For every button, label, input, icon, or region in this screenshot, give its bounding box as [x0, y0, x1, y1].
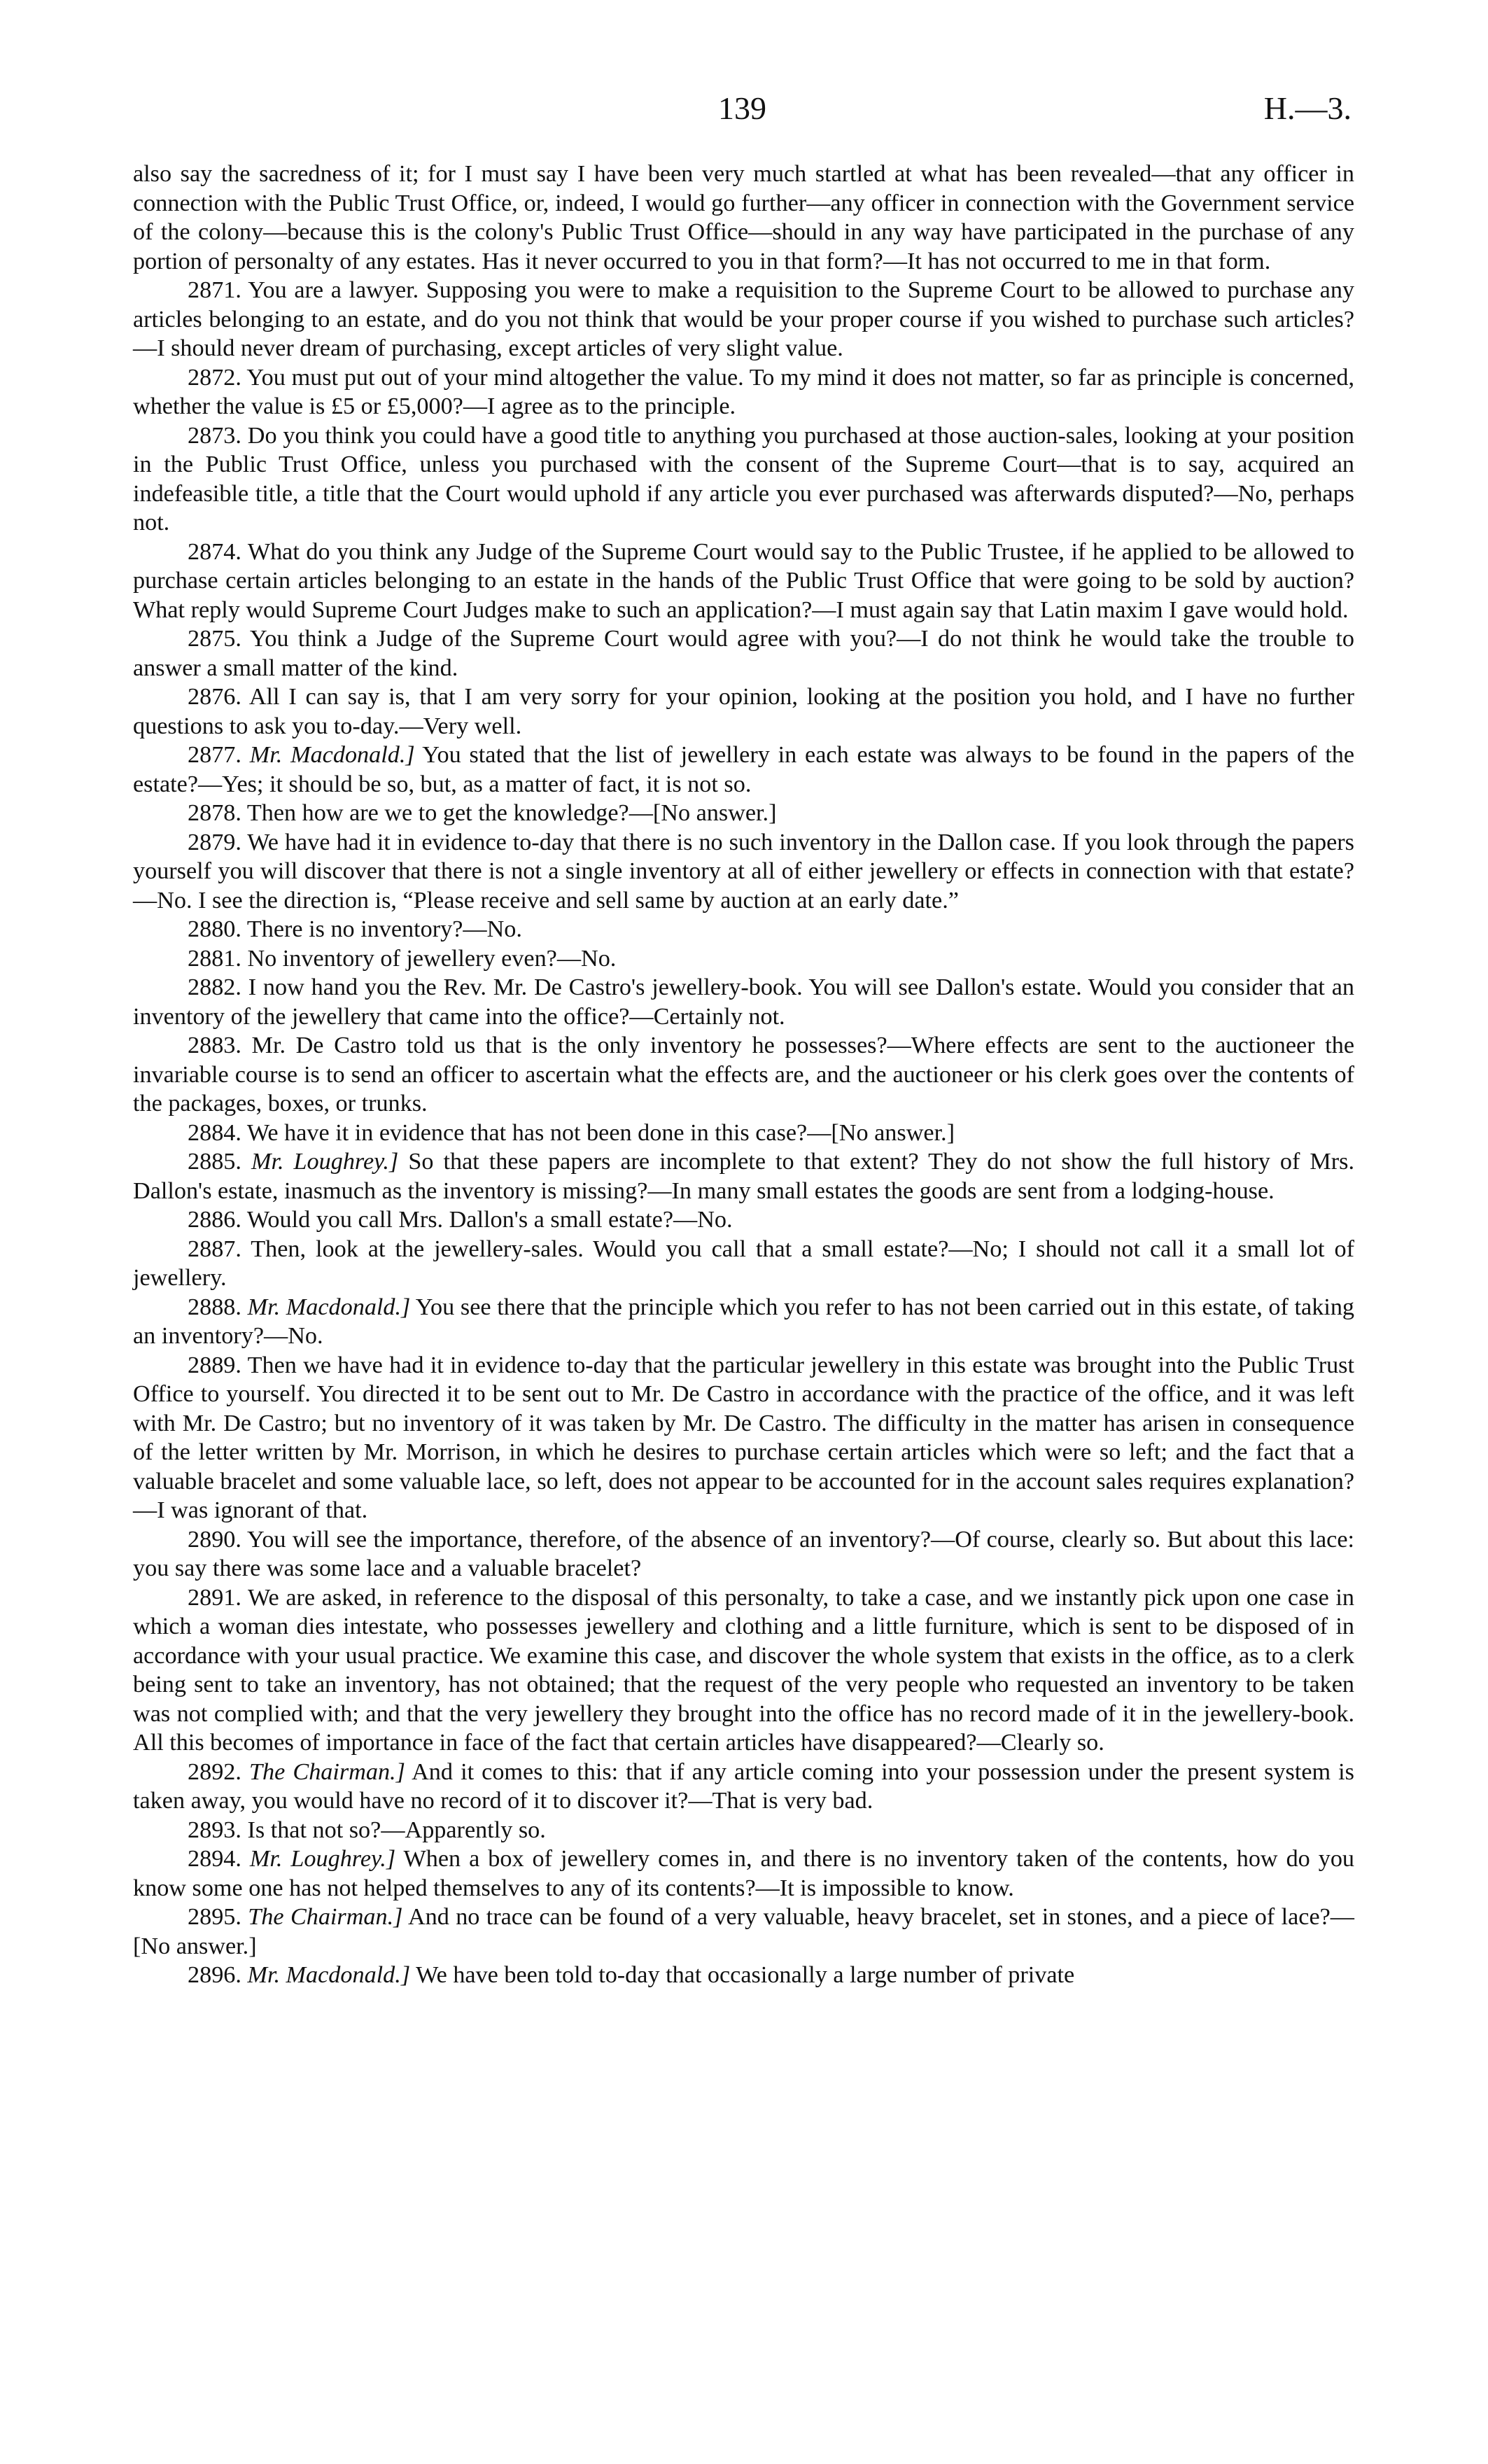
question-number: 2874.: [188, 538, 241, 565]
paragraph-text: Do you think you could have a good title to anything you purchased at those auction-sales, looking at your position in the Public Trust Office, unless you purchased with the consent of the Supreme Court—that is to say, acquired an indefeasible title, a title that the Court would uphold if any article you ever purchased was afterwards disputed?—No, perhaps not.: [133, 422, 1355, 536]
evidence-paragraph: [133, 1961, 1354, 1990]
evidence-paragraph: [133, 682, 1354, 741]
paragraph-text: No inventory of jewellery even?—No.: [247, 945, 617, 972]
evidence-paragraph: [133, 741, 1354, 799]
paragraph-text: All I can say is, that I am very sorry for your opinion, looking at the position you hold, and I have no further questions to ask you to-day.—Very well.: [133, 684, 1354, 739]
paragraph-text: We are asked, in reference to the disposal of this personalty, to take a case, and we instantly pick upon one case in which a woman dies intestate, who possesses jewellery and clothing and a little furniture, which is sent to be disposed of in accordance with your usual practice. We examine this case, and discover the whole system that exists in the office, as to a clerk being sent to take an inventory, has not obtained; that the request of the very people who requested an inventory to be taken was not complied with; and that the very jewellery they brought into the office has no record made of it in the jewellery-book. All this becomes of importance in face of the fact that certain articles have disappeared?—Clearly so.: [133, 1584, 1354, 1756]
question-number: 2891.: [188, 1584, 241, 1611]
paragraph-text: Would you call Mrs. Dallon's a small estate?—No.: [246, 1207, 733, 1233]
question-number: 2894.: [188, 1846, 241, 1872]
evidence-paragraph: [133, 828, 1354, 916]
speaker-name: The Chairman.]: [248, 1904, 403, 1930]
paragraph-text: Then, look at the jewellery-sales. Would you call that a small estate?—No; I should not call it a small lot of jewellery.: [133, 1236, 1354, 1291]
evidence-paragraph: [133, 1351, 1354, 1525]
paragraph-text: You are a lawyer. Supposing you were to make a requisition to the Supreme Court to be allowed to purchase any articles belonging to an estate, and do you not think that would be your proper course if you wished to purchase such articles?—I should never dream of purchasing, except articles of very slight value.: [133, 277, 1355, 361]
paragraph-text: When a box of jewellery comes in, and there is no inventory taken of the contents, how do you know some one has not helped themselves to any of its contents?—It is impossible to know.: [133, 1846, 1355, 1901]
question-number: 2895.: [188, 1904, 241, 1930]
document-code: H.—3.: [1263, 90, 1352, 126]
evidence-paragraph: [133, 1844, 1354, 1903]
paragraph-text: also say the sacredness of it; for I must say I have been very much startled at what has been revealed—that any officer in connection with the Public Trust Office, or, indeed, I would go further—any officer in connection with the Government service of the colony—because this is the colony's Public Trust Office—should in any way have participated in the purchase of any portion of personalty of any estates. Has it never occurred to you in that form?—It has not occurred to me in that form.: [133, 161, 1354, 274]
evidence-paragraph: [133, 915, 1354, 944]
question-number: 2885.: [188, 1149, 241, 1175]
paragraph-text: You see there that the principle which you refer to has not been carried out in this estate, of taking an inventory?—No.: [133, 1294, 1355, 1349]
evidence-paragraph: [133, 276, 1354, 363]
page-number: 139: [718, 90, 766, 126]
evidence-paragraph: [133, 538, 1354, 625]
question-number: 2886.: [188, 1207, 241, 1233]
question-number: 2877.: [188, 742, 241, 768]
evidence-paragraph: [133, 1903, 1354, 1961]
paragraph-text: We have been told to-day that occasionally a large number of private: [416, 1962, 1075, 1988]
paragraph-text: Mr. De Castro told us that is the only inventory he possesses?—Where effects are sent to the auctioneer the invariable course is to send an officer to ascertain what the effects are, and the auctioneer or his clerk goes over the contents of the packages, boxes, or trunks.: [133, 1032, 1354, 1116]
question-number: 2887.: [188, 1236, 241, 1262]
paragraph-text: You will see the importance, therefore, of the absence of an inventory?—Of course, clearly so. But about this lace: you say there was some lace and a valuable bracelet?: [133, 1526, 1354, 1581]
speaker-name: Mr. Macdonald.]: [247, 1962, 411, 1988]
question-number: 2883.: [188, 1032, 241, 1058]
evidence-text: [133, 160, 1354, 1990]
evidence-paragraph: [133, 421, 1354, 538]
question-number: 2893.: [188, 1816, 241, 1843]
speaker-name: Mr. Macdonald.]: [249, 742, 415, 768]
speaker-name: The Chairman.]: [249, 1758, 405, 1785]
question-number: 2879.: [188, 829, 241, 855]
evidence-paragraph: [133, 1816, 1354, 1845]
question-number: 2890.: [188, 1526, 241, 1553]
paragraph-text: Is that not so?—Apparently so.: [247, 1816, 546, 1843]
evidence-paragraph: [133, 624, 1354, 682]
evidence-paragraph: [133, 1147, 1354, 1205]
question-number: 2873.: [188, 422, 241, 449]
question-number: 2882.: [188, 974, 241, 1000]
paragraph-text: Then how are we to get the knowledge?—[No answer.]: [246, 800, 777, 826]
evidence-paragraph: [133, 363, 1354, 421]
speaker-name: Mr. Loughrey.]: [249, 1846, 396, 1872]
paragraph-text: I now hand you the Rev. Mr. De Castro's jewellery-book. You will see Dallon's estate. Would you consider that an inventory of the jewellery that came into the office?—Certainly not.: [133, 974, 1355, 1030]
paragraph-text: You stated that the list of jewellery in each estate was always to be found in the papers of the estate?—Yes; it should be so, but, as a matter of fact, it is not so.: [133, 742, 1355, 797]
paragraph-text: So that these papers are incomplete to that extent? They do not show the full history of Mrs. Dallon's estate, inasmuch as the inventory is missing?—In many small estates the goods are sent from a lodging-house.: [133, 1149, 1355, 1204]
question-number: 2881.: [188, 945, 241, 972]
paragraph-text: What do you think any Judge of the Supreme Court would say to the Public Trustee, if he applied to be allowed to purchase certain articles belonging to an estate in the hands of the Public Trust Office that were going to be sold by auction? What reply would Supreme Court Judges make to such an application?—I must again say that Latin maxim I gave would hold.: [133, 538, 1354, 623]
paragraph-text: And it comes to this: that if any article coming into your possession under the present system is taken away, you would have no record of it to discover it?—That is very bad.: [133, 1758, 1354, 1814]
question-number: 2892.: [188, 1758, 241, 1785]
evidence-paragraph: [133, 160, 1354, 276]
evidence-paragraph: [133, 1031, 1354, 1119]
paragraph-text: We have it in evidence that has not been done in this case?—[No answer.]: [246, 1119, 955, 1146]
evidence-paragraph: [133, 1758, 1354, 1816]
evidence-paragraph: [133, 799, 1354, 828]
question-number: 2888.: [188, 1294, 241, 1320]
evidence-paragraph: [133, 1205, 1354, 1235]
question-number: 2872.: [188, 364, 241, 391]
evidence-paragraph: [133, 1119, 1354, 1148]
speaker-name: Mr. Macdonald.]: [247, 1294, 411, 1320]
question-number: 2880.: [188, 916, 241, 942]
question-number: 2889.: [188, 1352, 241, 1378]
paragraph-text: There is no inventory?—No.: [246, 916, 522, 942]
question-number: 2875.: [188, 626, 241, 652]
question-number: 2871.: [188, 277, 241, 303]
paragraph-text: And no trace can be found of a very valuable, heavy bracelet, set in stones, and a piece of lace?—[No answer.]: [133, 1904, 1354, 1959]
paragraph-text: You must put out of your mind altogether the value. To my mind it does not matter, so far as principle is concerned, whether the value is £5 or £5,000?—I agree as to the principle.: [133, 364, 1355, 419]
question-number: 2876.: [188, 684, 241, 710]
question-number: 2878.: [188, 800, 241, 826]
page-header: [133, 90, 1352, 132]
evidence-paragraph: [133, 1525, 1354, 1583]
question-number: 2896.: [188, 1962, 241, 1988]
question-number: 2884.: [188, 1119, 241, 1146]
paragraph-text: We have had it in evidence to-day that there is no such inventory in the Dallon case. If you look through the papers yourself you will discover that there is not a single inventory at all of either jewellery or effects in connection with that estate?—No. I see the direction is, “Please receive and sell same by auction at an early date.”: [133, 829, 1354, 913]
paragraph-text: You think a Judge of the Supreme Court would agree with you?—I do not think he would take the trouble to answer a small matter of the kind.: [133, 626, 1355, 681]
evidence-paragraph: [133, 944, 1354, 974]
speaker-name: Mr. Loughrey.]: [251, 1149, 399, 1175]
evidence-paragraph: [133, 1235, 1354, 1293]
evidence-paragraph: [133, 1583, 1354, 1758]
paragraph-text: Then we have had it in evidence to-day that the particular jewellery in this estate was brought into the Public Trust Office to yourself. You directed it to be sent out to Mr. De Castro in accordance with the practice of the office, and it was left with Mr. De Castro; but no inventory of it was taken by Mr. De Castro. The difficulty in the matter has arisen in consequence of the letter written by Mr. Morrison, in which he desires to purchase certain articles which were so left; and the fact that a valuable bracelet and some valuable lace, so left, does not appear to be accounted for in the account sales requires explanation?—I was ignorant of that.: [133, 1352, 1354, 1523]
evidence-paragraph: [133, 973, 1354, 1031]
evidence-paragraph: [133, 1293, 1354, 1351]
